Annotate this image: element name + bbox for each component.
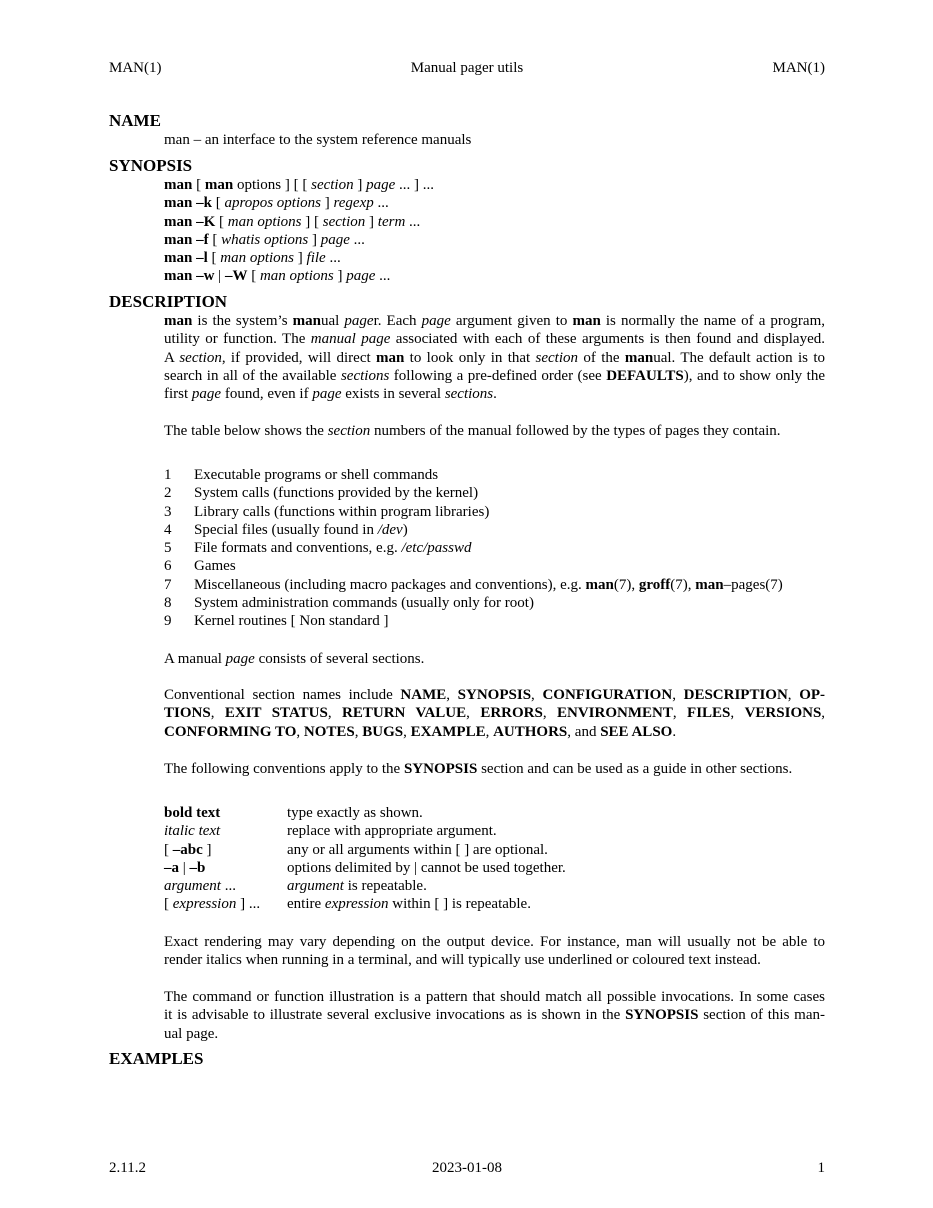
header-center: Manual pager utils: [410, 60, 524, 76]
synopsis-body: [164, 176, 825, 286]
table-row: [ expression ] ... entire expression within [ ] is repeatable.: [164, 896, 531, 913]
name-body: [164, 131, 825, 149]
page-header: [109, 58, 825, 78]
description-paragraph-6: Exact rendering may vary depending on the output device. For instance, man will usually not be able to render italics when running in a terminal, and will typically use underlined or coloured text instead.: [164, 934, 825, 969]
table-row: [ –abc ] any or all arguments within [ ] are optional.: [164, 841, 548, 858]
section-heading-examples: EXAMPLES: [109, 1049, 204, 1068]
synopsis-line: man –K [ man options ] [ section ] term ...: [164, 213, 421, 230]
description-paragraph-7: The command or function illustration is a pattern that should match all possible invocations. In some cases it is advisable to illustrate several exclusive invocations as is shown in the SYNOPSIS section of this man- ual page.: [164, 989, 825, 1042]
conventions-table: [164, 804, 825, 914]
section-heading-name: NAME: [109, 111, 161, 130]
table-row: 4 Special files (usually found in /dev): [164, 521, 408, 538]
synopsis-line: man –l [ man options ] file ...: [164, 250, 341, 267]
description-paragraph-2: The table below shows the section numbers of the manual followed by the types of pages they contain.: [164, 423, 781, 439]
section-heading-synopsis: SYNOPSIS: [109, 156, 193, 175]
table-row: 9 Kernel routines [ Non standard ]: [164, 613, 389, 630]
section-heading-description: DESCRIPTION: [109, 292, 228, 311]
footer-center: 2023-01-08: [432, 1160, 502, 1176]
page-footer: [109, 1158, 825, 1178]
synopsis-line: man –w | –W [ man options ] page ...: [164, 268, 391, 285]
table-row: italic text replace with appropriate argument.: [164, 823, 497, 840]
description-paragraph-4: Conventional section names include NAME, SYNOPSIS, CONFIGURATION, DESCRIPTION, OP- TIONS, EXIT STATUS, RETURN VALUE, ERRORS, ENVIRONMENT, FILES, VERSIONS, CONFORMING TO, NOTES, BUGS, EXAMPLE, AUTHORS, and SEE ALSO.: [164, 687, 826, 740]
table-row: –a | –b options delimited by | cannot be used together.: [164, 859, 566, 876]
table-row: 1 Executable programs or shell commands: [164, 467, 439, 483]
description-paragraph-1: man is the system’s manual pager. Each page argument given to man is normally the name of a program, utility or function. The manual page associated with each of these arguments is then found and displayed. A section, if provided, will direct man to look only in that section of the manual. The default action is to search in all of the available sections following a pre-defined order (see DEFAULTS), and to show only the first page found, even if page exists in several sections.: [164, 313, 826, 403]
table-row: 6 Games: [164, 558, 236, 575]
synopsis-line: man [ man options ] [ [ section ] page ... ] ...: [164, 177, 435, 193]
table-row: argument ... argument is repeatable.: [164, 878, 427, 895]
description-paragraph-3: A manual page consists of several sections.: [164, 651, 425, 667]
description-paragraph-5: The following conventions apply to the SYNOPSIS section and can be used as a guide in other sections.: [164, 761, 793, 777]
footer-left: 2.11.2: [109, 1160, 146, 1176]
section-number-table: [164, 466, 825, 631]
table-row: 8 System administration commands (usually only for root): [164, 595, 534, 612]
table-row: 5 File formats and conventions, e.g. /etc/passwd: [164, 540, 472, 557]
table-row: bold text type exactly as shown.: [164, 805, 423, 821]
synopsis-line: man –f [ whatis options ] page ...: [164, 231, 365, 248]
table-row: 2 System calls (functions provided by the kernel): [164, 485, 479, 502]
table-row: 7 Miscellaneous (including macro packages and conventions), e.g. man(7), groff(7), man–pages(7): [164, 576, 783, 593]
header-right: MAN(1): [772, 60, 825, 76]
table-row: 3 Library calls (functions within program libraries): [164, 503, 490, 520]
name-text: man – an interface to the system reference manuals: [164, 132, 472, 148]
synopsis-line: man –k [ apropos options ] regexp ...: [164, 195, 389, 212]
footer-right: 1: [817, 1160, 825, 1176]
header-left: MAN(1): [109, 60, 162, 76]
